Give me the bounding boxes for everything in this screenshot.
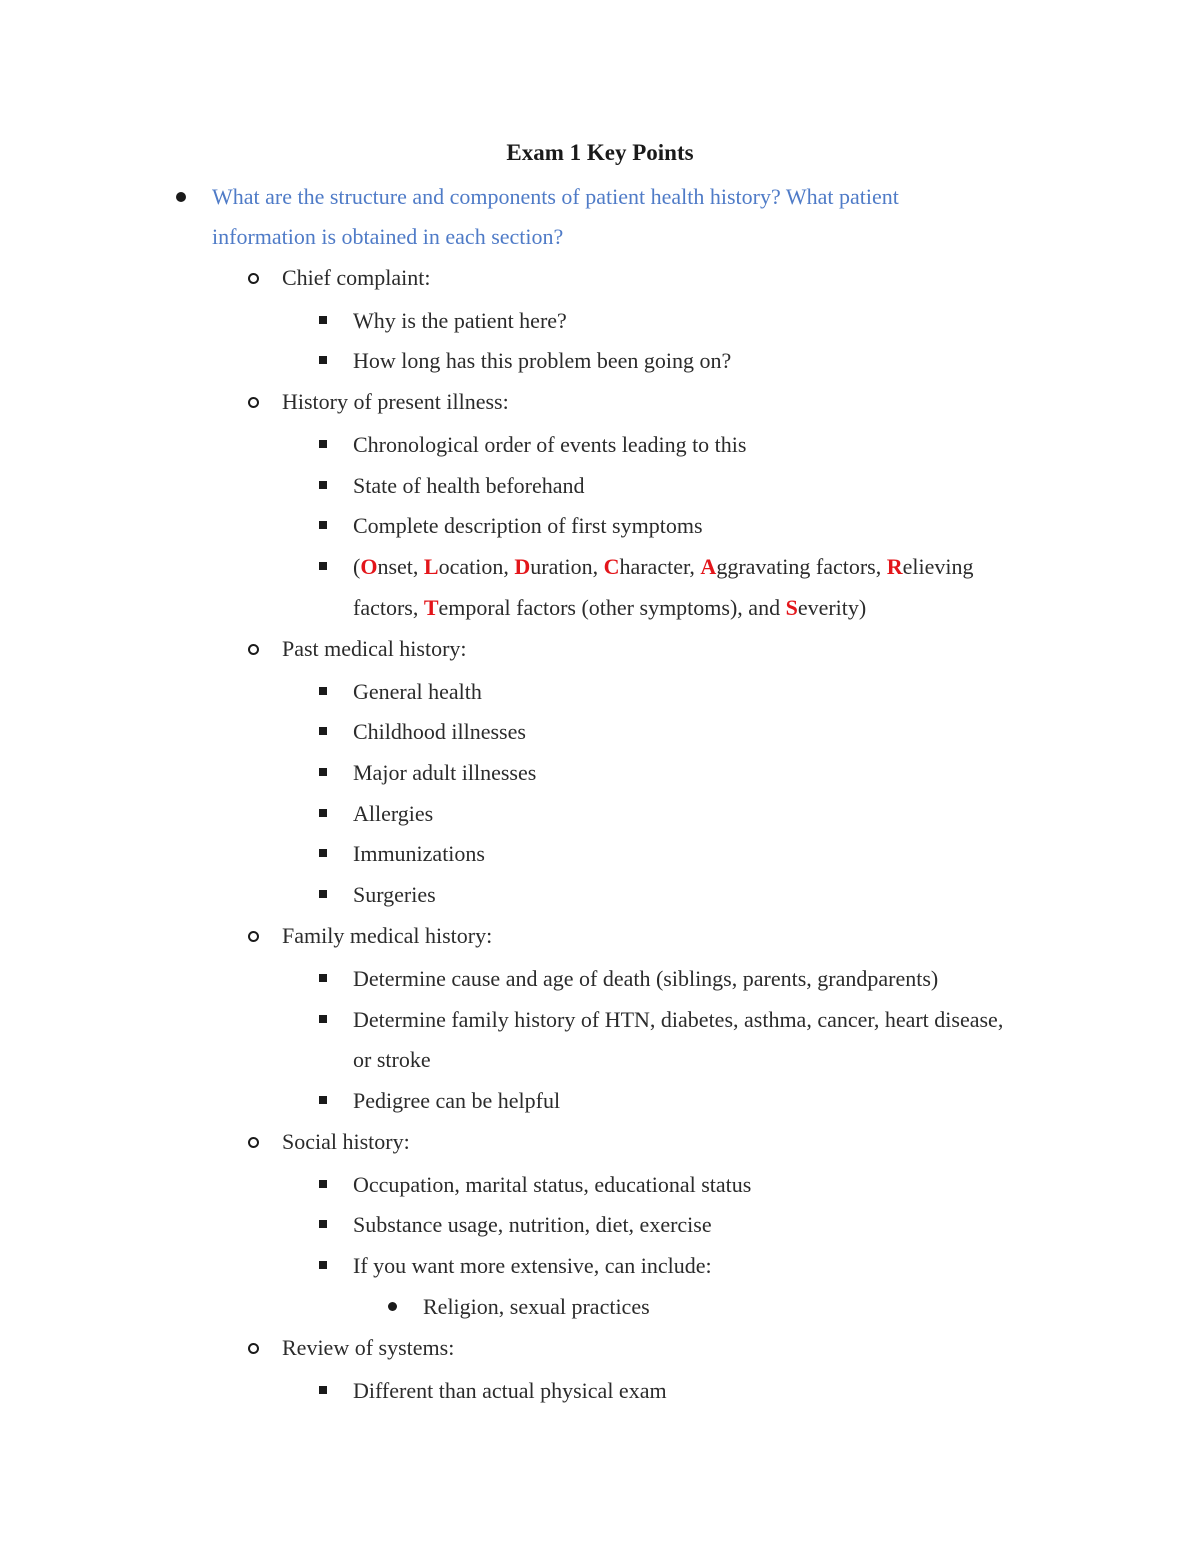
- level2-bullet: [248, 1343, 259, 1354]
- oldcarts-line-1: [353, 552, 974, 582]
- list-item: Determine cause and age of death (siblings, parents, grandparents): [353, 966, 939, 991]
- list-item: State of health beforehand: [353, 473, 585, 498]
- mnemonic-letter-a: A: [700, 554, 717, 579]
- level3-bullet: [319, 809, 327, 817]
- section-heading-ros: Review of systems:: [282, 1335, 455, 1360]
- level3-bullet: [319, 1386, 327, 1394]
- list-item: Major adult illnesses: [353, 760, 537, 785]
- mnemonic-word: elieving: [902, 554, 974, 579]
- mnemonic-letter-l: L: [423, 554, 439, 579]
- mnemonic-letter-d: D: [514, 554, 531, 579]
- list-item-continuation: or stroke: [353, 1047, 431, 1072]
- level3-bullet: [319, 727, 327, 735]
- level1-bullet: [176, 192, 186, 202]
- mnemonic-word: uration,: [530, 554, 604, 579]
- level3-bullet: [319, 687, 327, 695]
- list-item: Surgeries: [353, 882, 436, 907]
- level3-bullet: [319, 1261, 327, 1269]
- list-item: Why is the patient here?: [353, 308, 567, 333]
- question-line-2: information is obtained in each section?: [212, 224, 564, 249]
- list-item: Substance usage, nutrition, diet, exercise: [353, 1212, 712, 1237]
- oldcarts-line-2: [353, 593, 866, 623]
- level3-bullet: [319, 849, 327, 857]
- section-heading-pmh: Past medical history:: [282, 636, 467, 661]
- list-subitem: Religion, sexual practices: [423, 1294, 650, 1319]
- level3-bullet: [319, 562, 327, 570]
- mnemonic-letter-o: O: [360, 554, 378, 579]
- level3-bullet: [319, 1220, 327, 1228]
- level3-bullet: [319, 440, 327, 448]
- level2-bullet: [248, 273, 259, 284]
- level3-bullet: [319, 521, 327, 529]
- mnemonic-letter-s: S: [785, 595, 798, 620]
- list-item: Childhood illnesses: [353, 719, 526, 744]
- mnemonic-word: factors,: [353, 595, 424, 620]
- level3-bullet: [319, 481, 327, 489]
- level3-bullet: [319, 1096, 327, 1104]
- mnemonic-letter-c: C: [603, 554, 620, 579]
- section-heading-fmh: Family medical history:: [282, 923, 493, 948]
- page-title: Exam 1 Key Points: [506, 140, 694, 165]
- list-item: How long has this problem been going on?: [353, 348, 732, 373]
- level3-bullet: [319, 1180, 327, 1188]
- level4-bullet: [388, 1302, 397, 1311]
- level2-bullet: [248, 1137, 259, 1148]
- list-item: Immunizations: [353, 841, 485, 866]
- list-item: If you want more extensive, can include:: [353, 1253, 712, 1278]
- level3-bullet: [319, 1015, 327, 1023]
- mnemonic-word: nset,: [377, 554, 424, 579]
- section-heading-hpi: History of present illness:: [282, 389, 509, 414]
- question-line-1: What are the structure and components of patient health history? What patient: [212, 184, 899, 209]
- section-heading-social: Social history:: [282, 1129, 410, 1154]
- mnemonic-letter-t: T: [423, 595, 439, 620]
- mnemonic-word: haracter,: [619, 554, 701, 579]
- mnemonic-word: ocation,: [438, 554, 515, 579]
- level2-bullet: [248, 644, 259, 655]
- list-item: Chronological order of events leading to this: [353, 432, 747, 457]
- level3-bullet: [319, 974, 327, 982]
- mnemonic-word: everity): [797, 595, 867, 620]
- mnemonic-letter-r: R: [886, 554, 903, 579]
- list-item: Occupation, marital status, educational status: [353, 1172, 752, 1197]
- level2-bullet: [248, 397, 259, 408]
- level3-bullet: [319, 356, 327, 364]
- level2-bullet: [248, 931, 259, 942]
- level3-bullet: [319, 316, 327, 324]
- paren-open: (: [353, 554, 361, 579]
- section-heading-chief-complaint: Chief complaint:: [282, 265, 431, 290]
- level3-bullet: [319, 768, 327, 776]
- list-item: Pedigree can be helpful: [353, 1088, 561, 1113]
- level3-bullet: [319, 890, 327, 898]
- list-item: Determine family history of HTN, diabetes, asthma, cancer, heart disease,: [353, 1007, 1004, 1032]
- list-item: Complete description of first symptoms: [353, 513, 703, 538]
- mnemonic-word: emporal factors (other symptoms), and: [438, 595, 786, 620]
- mnemonic-word: ggravating factors,: [716, 554, 887, 579]
- list-item: General health: [353, 679, 482, 704]
- list-item: Different than actual physical exam: [353, 1378, 667, 1403]
- list-item: Allergies: [353, 801, 434, 826]
